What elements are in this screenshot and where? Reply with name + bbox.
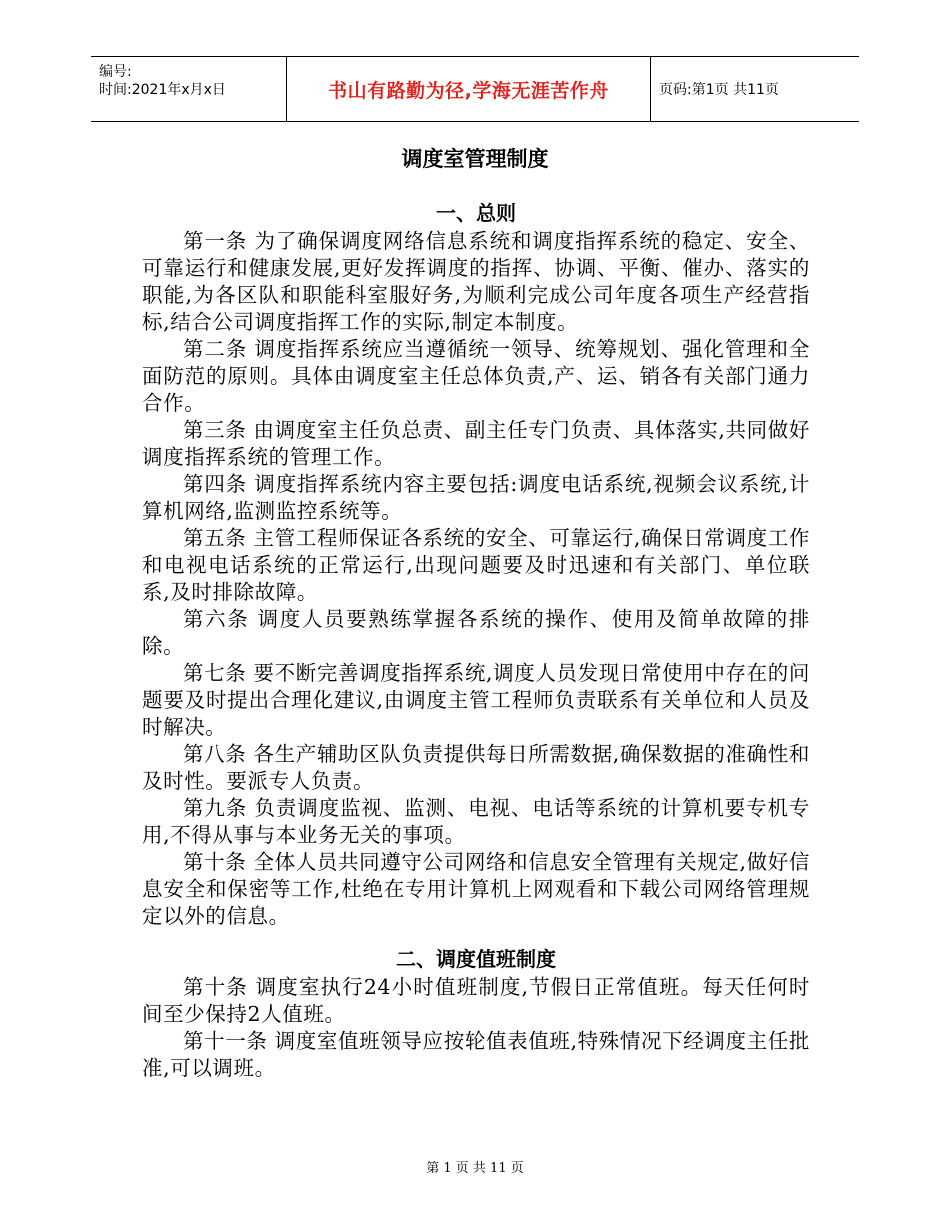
paragraph: 第四条 调度指挥系统内容主要包括:调度电话系统,视频会议系统,计算机网络,监测监控系统等。 [142,472,810,523]
document-time-label: 时间:2021年x月x日 [99,82,226,98]
paragraph: 第九条 负责调度监视、监测、电视、电话等系统的计算机要专机专用,不得从事与本业务无关的事项。 [142,796,810,847]
document-body [142,198,810,1082]
page-footer: 第 1 页 共 11 页 [426,1161,524,1176]
header-page-info: 页码:第1页 共11页 [659,82,779,98]
header-meta [91,57,286,121]
paragraph: 第三条 由调度室主任负总责、副主任专门负责、具体落实,共同做好调度指挥系统的管理工作。 [142,418,810,469]
paragraph: 第十条 全体人员共同遵守公司网络和信息安全管理有关规定,做好信息安全和保密等工作,杜绝在专用计算机上网观看和下载公司网络管理规定以外的信息。 [142,850,810,928]
paragraph: 第七条 要不断完善调度指挥系统,调度人员发现日常使用中存在的问题要及时提出合理化建议,由调度主管工程师负责联系有关单位和人员及时解决。 [142,661,810,739]
document-title: 调度室管理制度 [401,147,549,171]
paragraph: 第二条 调度指挥系统应当遵循统一领导、统筹规划、强化管理和全面防范的原则。具体由调度室主任总体负责,产、运、销各有关部门通力合作。 [142,337,810,415]
paragraph: 第五条 主管工程师保证各系统的安全、可靠运行,确保日常调度工作和电视电话系统的正常运行,出现问题要及时迅速和有关部门、单位联系,及时排除故障。 [142,526,810,604]
section-heading: 二、调度值班制度 [396,947,556,971]
paragraph: 第一条 为了确保调度网络信息系统和调度指挥系统的稳定、安全、可靠运行和健康发展,更好发挥调度的指挥、协调、平衡、催办、落实的职能,为各区队和职能科室服好务,为顺利完成公司年度各项生产经营指标,结合公司调度指挥工作的实际,制定本制度。 [142,229,810,334]
section-gap [142,930,810,944]
header-motto: 书山有路勤为径,学海无涯苦作舟 [286,57,651,121]
paragraph: 第十条 调度室执行24小时值班制度,节假日正常值班。每天任何时间至少保持2人值班。 [142,975,810,1026]
page-header [91,56,859,122]
paragraph: 第十一条 调度室值班领导应按轮值表值班,特殊情况下经调度主任批准,可以调班。 [142,1029,810,1080]
paragraph: 第八条 各生产辅助区队负责提供每日所需数据,确保数据的准确性和及时性。要派专人负责。 [142,742,810,793]
paragraph: 第六条 调度人员要熟练掌握各系统的操作、使用及简单故障的排除。 [142,607,810,658]
section-heading: 一、总则 [436,201,516,225]
document-number-label: 编号: [99,64,132,80]
